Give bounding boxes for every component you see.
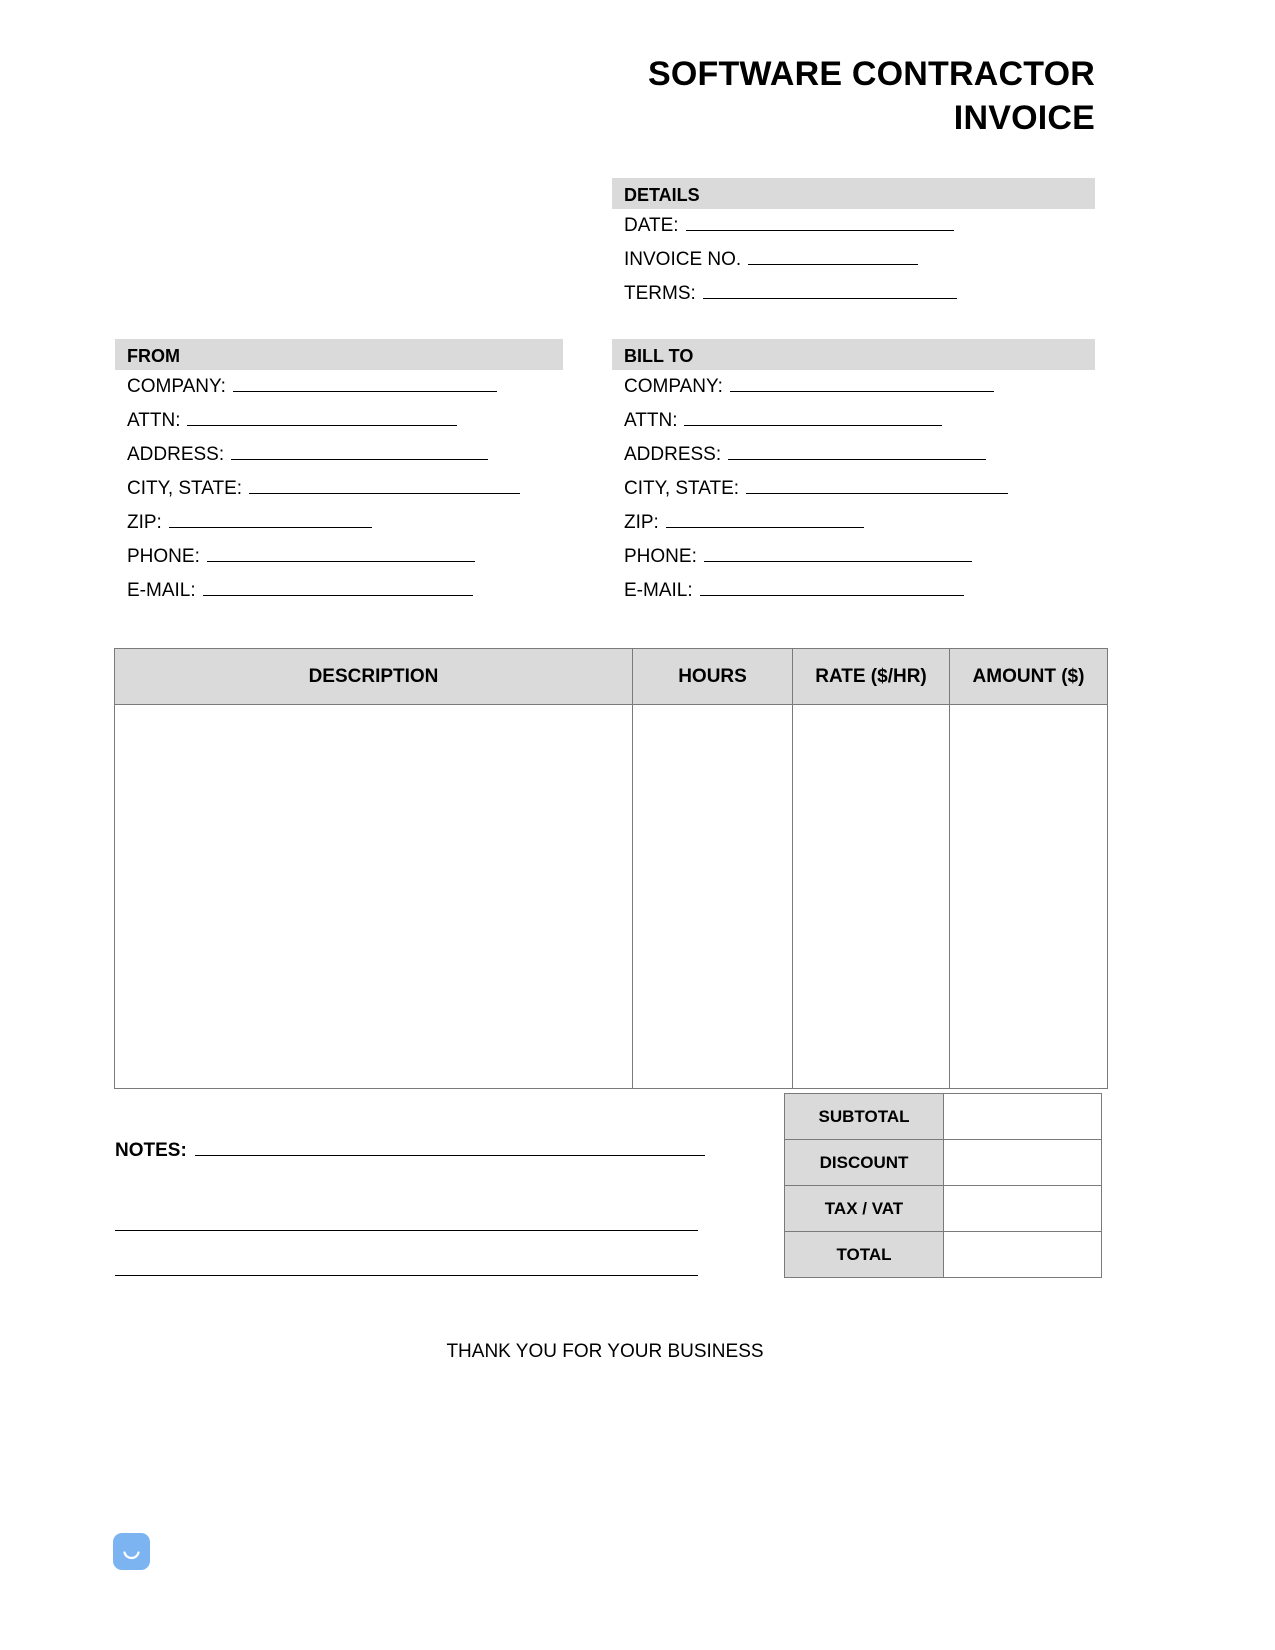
field-input-line[interactable] [231,444,488,460]
title-line-1: SOFTWARE CONTRACTOR [647,55,1095,93]
from-section [115,339,563,608]
notes-extra-lines [115,1186,705,1276]
field-input-line[interactable] [207,546,475,562]
field-label: DATE: [624,215,679,236]
bill-to-fields-row [612,438,1095,472]
totals-label-subtotal: SUBTOTAL [785,1094,944,1140]
line-items-table [114,648,1108,1089]
field-label: TERMS: [624,283,696,304]
field-label: CITY, STATE: [624,478,740,499]
field-input-line[interactable] [703,283,957,299]
field-label: ZIP: [624,512,659,533]
bill-to-section [612,339,1095,608]
from-fields-row [115,472,563,506]
cell-hours[interactable] [633,705,793,1089]
field-label: PHONE: [127,546,200,567]
bill-to-heading: BILL TO [612,339,1095,370]
details-fields-row [612,277,1095,311]
notes-write-line-1[interactable] [195,1138,705,1156]
field-input-line[interactable] [684,410,942,426]
field-input-line[interactable] [748,249,918,265]
from-heading: FROM [115,339,563,370]
totals-value-field[interactable] [944,1094,1102,1140]
field-input-line[interactable] [686,215,954,231]
column-header-amount: AMOUNT ($) [950,649,1108,705]
totals-value-field[interactable] [944,1232,1102,1278]
details-fields-row [612,243,1095,277]
totals-table [784,1093,1102,1278]
notes-write-line-3[interactable] [115,1231,698,1276]
field-label: PHONE: [624,546,697,567]
notes-first-line [115,1138,705,1186]
field-input-line[interactable] [233,376,497,392]
cell-amount[interactable] [950,705,1108,1089]
notes-write-line-2[interactable] [115,1186,698,1231]
field-input-line[interactable] [169,512,372,528]
field-label: INVOICE NO. [624,249,742,270]
line-items-header-row [115,649,1108,705]
totals-row [785,1232,1102,1278]
from-fields-row [115,404,563,438]
totals-value-field[interactable] [944,1140,1102,1186]
column-header-description: DESCRIPTION [115,649,633,705]
notes-block [115,1138,705,1276]
totals-row [785,1140,1102,1186]
from-fields-row [115,574,563,608]
field-label: ZIP: [127,512,162,533]
details-section [612,178,1095,311]
totals-row [785,1094,1102,1140]
totals-label-tax-vat: TAX / VAT [785,1186,944,1232]
field-label: ATTN: [624,410,678,431]
field-input-line[interactable] [187,410,457,426]
page-title [115,52,1095,140]
field-input-line[interactable] [746,478,1008,494]
field-label: CITY, STATE: [127,478,243,499]
field-label: E-MAIL: [127,580,196,601]
column-header-hours: HOURS [633,649,793,705]
from-fields-row [115,540,563,574]
bill-to-fields-row [612,574,1095,608]
column-header-rate: RATE ($/HR) [793,649,950,705]
from-fields [115,370,563,608]
bill-to-fields-row [612,540,1095,574]
bill-to-fields-row [612,404,1095,438]
details-fields [612,209,1095,311]
field-label: ADDRESS: [624,444,722,465]
bill-to-fields-row [612,370,1095,404]
field-input-line[interactable] [730,376,994,392]
smile-logo-icon [113,1533,150,1570]
field-input-line[interactable] [666,512,864,528]
field-label: ATTN: [127,410,181,431]
cell-description[interactable] [115,705,633,1089]
field-label: COMPANY: [624,376,723,397]
totals-label-discount: DISCOUNT [785,1140,944,1186]
from-fields-row [115,370,563,404]
bill-to-fields-row [612,506,1095,540]
field-label: ADDRESS: [127,444,225,465]
from-fields-row [115,506,563,540]
bill-to-fields [612,370,1095,608]
field-input-line[interactable] [203,580,473,596]
field-input-line[interactable] [700,580,964,596]
line-items-body-row [115,705,1108,1089]
details-heading: DETAILS [612,178,1095,209]
field-label: COMPANY: [127,376,226,397]
footer-thank-you: THANK YOU FOR YOUR BUSINESS [446,1341,764,1362]
field-label: E-MAIL: [624,580,693,601]
cell-rate[interactable] [793,705,950,1089]
totals-body [785,1094,1102,1278]
from-fields-row [115,438,563,472]
totals-value-field[interactable] [944,1186,1102,1232]
field-input-line[interactable] [704,546,972,562]
field-input-line[interactable] [728,444,986,460]
bill-to-fields-row [612,472,1095,506]
totals-row [785,1186,1102,1232]
totals-label-total: TOTAL [785,1232,944,1278]
field-input-line[interactable] [249,478,520,494]
notes-label: NOTES: [115,1140,187,1161]
title-line-2: INVOICE [953,99,1095,137]
details-fields-row [612,209,1095,243]
